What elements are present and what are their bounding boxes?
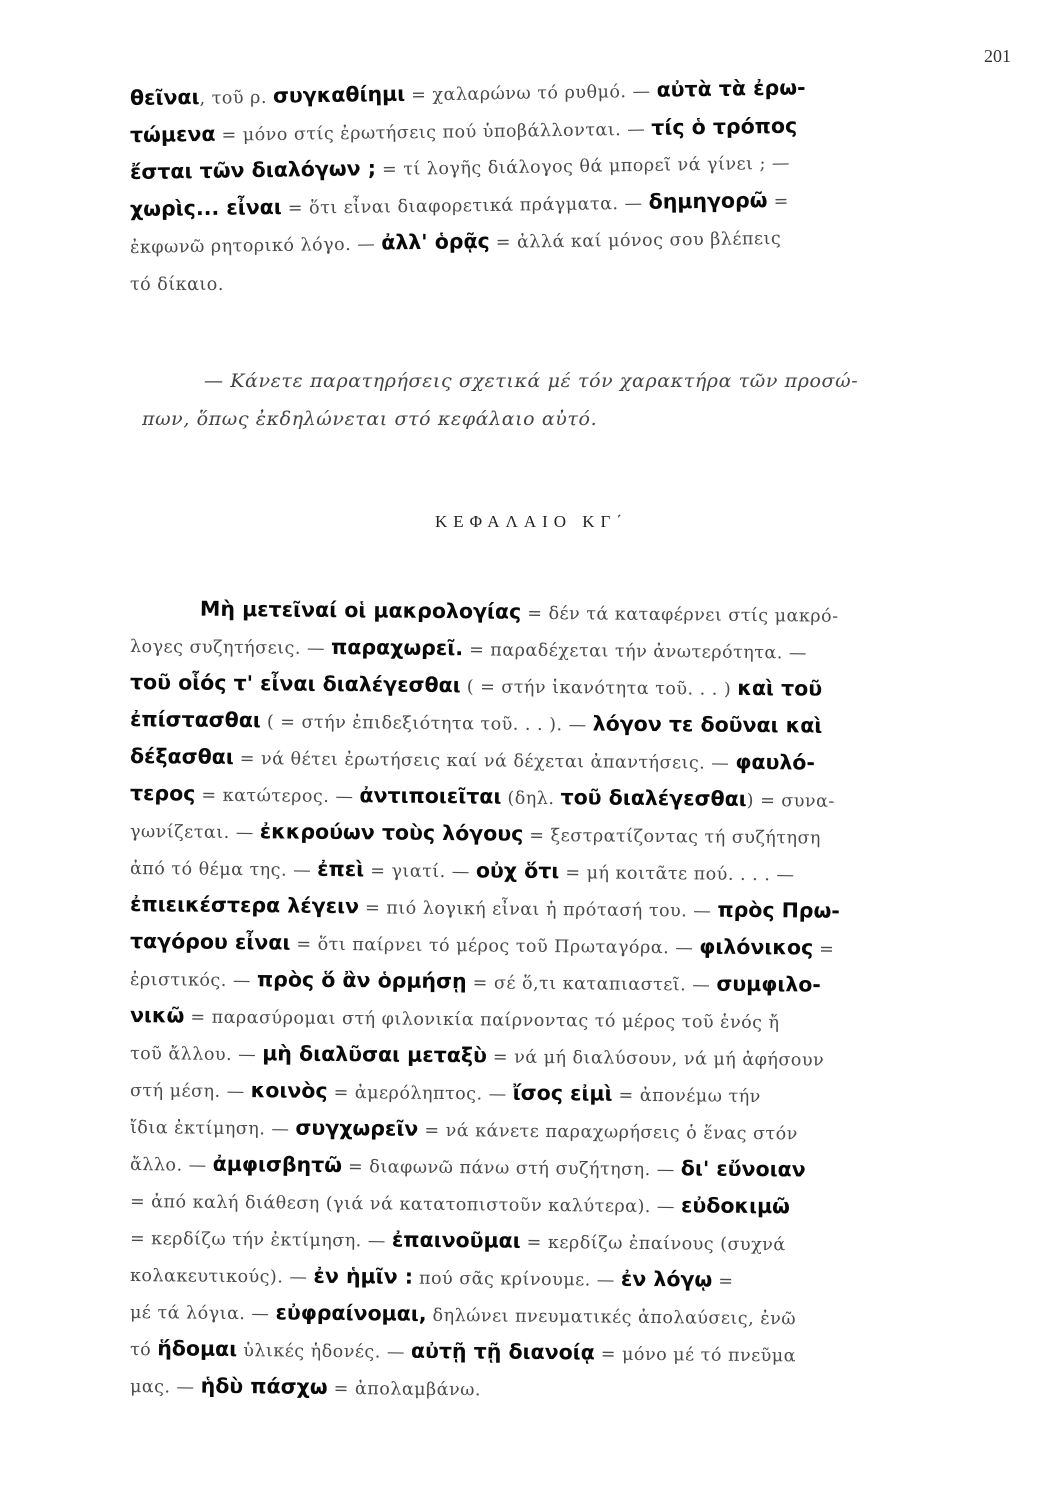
- greek-term: εὐφραίνομαι,: [275, 1300, 427, 1326]
- definition-text: = μόνο στίς ἐρωτήσεις πού ὑποβάλλονται. —: [215, 119, 652, 146]
- definition-text: = ἀλλά καί μόνος σου βλέπεις: [489, 228, 782, 253]
- greek-term: νικῶ: [129, 1003, 185, 1028]
- definition-text: = ἀπονέμω τήν: [612, 1085, 761, 1108]
- definition-text: = σέ ὅ,τι καταπιαστεῖ. —: [466, 973, 717, 996]
- greek-term: ἐπαινοῦμαι: [391, 1227, 521, 1253]
- greek-term: αὐτὰ τὰ ἐρω-: [656, 75, 806, 102]
- definition-text: ἴδια ἐκτίμηση. —: [129, 1118, 296, 1140]
- greek-term: ἐπίστασθαι: [129, 707, 261, 733]
- definition-text: = διαφωνῶ πάνω στή συζήτηση. —: [341, 1157, 681, 1181]
- exercise-line: — Κάνετε παρατηρήσεις σχετικά μέ τόν χαρακτήρα τῶν προσώ-: [204, 370, 859, 392]
- definition-text: = δέν τά καταφέρνει στίς μακρό-: [521, 603, 839, 627]
- definition-text: = πιό λογική εἶναι ἡ πρότασή του. —: [358, 898, 718, 922]
- greek-term: συμφιλο-: [716, 971, 821, 997]
- definition-text: = κερδίζω ἐπαίνους (συχνά: [520, 1232, 786, 1256]
- greek-term: πρὸς ὅ ἂν ὁρμήσῃ: [256, 967, 467, 994]
- greek-term: ἀμφισβητῶ: [212, 1151, 343, 1178]
- definition-text: = ἀπολαμβάνω.: [327, 1378, 482, 1401]
- greek-term: ἐν λόγῳ: [620, 1266, 713, 1292]
- definition-text: = ὅτι παίρνει τό μέρος τοῦ Πρωταγόρα. —: [290, 934, 700, 959]
- definition-text: μας. —: [129, 1377, 201, 1398]
- definition-text: = τί λογῆς διάλογος θά μπορεῖ νά γίνει ; —: [375, 153, 791, 181]
- greek-term: ἥδομαι: [157, 1336, 238, 1362]
- greek-term: δημηγορῶ: [648, 188, 768, 214]
- greek-term: λόγον τε δοῦναι καὶ: [592, 711, 823, 738]
- greek-term: τοῦ διαλέγεσθαι: [560, 785, 747, 811]
- text-line: [130, 1367, 985, 1412]
- exercise-instruction: [142, 362, 992, 438]
- definition-text: =: [767, 191, 789, 213]
- definition-text: = παρασύρομαι στή φιλονικία παίρνοντας τό μέρος τοῦ ἑνός ἤ: [184, 1007, 780, 1034]
- definition-text: δηλώνει πνευματικές ἀπολαύσεις, ἐνῶ: [426, 1305, 797, 1330]
- definition-text: ἀπό τό θέμα της. —: [129, 859, 318, 881]
- greek-term: παραχωρεῖ.: [330, 634, 464, 661]
- greek-term: συγχωρεῖν: [295, 1115, 419, 1141]
- definition-text: τοῦ ἄλλου. —: [129, 1044, 263, 1066]
- greek-term: δι' εὔνοιαν: [680, 1156, 806, 1182]
- text-line: [130, 265, 985, 302]
- greek-term: κοινὸς: [250, 1078, 328, 1103]
- greek-term: θεῖναι: [129, 84, 200, 110]
- definition-text: = γιατί. —: [364, 861, 476, 883]
- definition-text: ( = στήν ἱκανότητα τοῦ. . . ): [460, 677, 738, 700]
- definition-text: = παραδέχεται τήν ἀνωτερότητα. —: [462, 640, 808, 664]
- definition-text: = ξεστρατίζοντας τή συζήτηση: [523, 825, 822, 849]
- greek-term: ἡδὺ πάσχω: [200, 1373, 328, 1399]
- definition-text: = νά κάνετε παραχωρήσεις ὁ ἕνας στόν: [418, 1120, 798, 1145]
- greek-term: δέξασθαι: [129, 744, 234, 769]
- greek-term: Μὴ μετεῖναί οἱ μακρολογίας: [199, 596, 522, 624]
- definition-text: κολακευτικούς). —: [129, 1266, 314, 1288]
- greek-term: ἴσος εἰμὶ: [512, 1080, 613, 1106]
- chapter-heading: ΚΕΦΑΛΑΙΟ ΚΓ΄: [434, 512, 629, 531]
- definition-text: γωνίζεται. —: [129, 822, 260, 844]
- greek-term: ταγόρου εἶναι: [129, 929, 291, 955]
- definition-text: ἄλλο. —: [129, 1155, 213, 1176]
- greek-term: οὐχ ὅτι: [475, 858, 560, 884]
- definition-text: ἐκφωνῶ ρητορικό λόγο. —: [129, 234, 382, 258]
- definition-text: τό: [129, 1340, 158, 1361]
- greek-term: μὴ διαλῦσαι μεταξὺ: [262, 1041, 487, 1068]
- greek-term: φιλόνικος: [699, 934, 814, 960]
- greek-term: τίς ὁ τρόπος: [651, 113, 798, 140]
- definition-text: (δηλ.: [501, 788, 561, 810]
- definition-text: μέ τά λόγια. —: [129, 1303, 276, 1325]
- greek-term: φαυλό-: [735, 749, 816, 775]
- greek-term: τοῦ οἷός τ' εἶναι διαλέγεσθαι: [129, 670, 461, 698]
- definition-text: = μή κοιτᾶτε πού. . . . —: [559, 863, 795, 886]
- definition-text: ἐριστικός. —: [129, 970, 258, 992]
- greek-term: τερος: [129, 781, 196, 806]
- greek-term: καὶ τοῦ: [737, 675, 823, 701]
- definition-text: τό δίκαιο.: [130, 275, 224, 295]
- definition-text: στή μέση. —: [129, 1081, 251, 1103]
- greek-term: εὐδοκιμῶ: [680, 1193, 791, 1219]
- definition-text: ) = συνα-: [746, 790, 835, 812]
- definition-text: λογες συζητήσεις. —: [129, 637, 332, 659]
- definition-text: ( = στήν ἐπιδεξιότητα τοῦ. . . ). —: [260, 712, 593, 736]
- definition-text: = χαλαρώνω τό ρυθμό. —: [405, 81, 657, 106]
- definition-text: =: [813, 939, 835, 960]
- greek-term: αὐτῇ τῇ διανοίᾳ: [410, 1338, 595, 1365]
- chapter-glossary: [130, 590, 985, 1404]
- greek-term: ἐν ἡμῖν :: [313, 1263, 414, 1289]
- greek-term: ἐπεὶ: [317, 856, 365, 882]
- definition-text: πού σᾶς κρίνουμε. —: [412, 1268, 622, 1291]
- greek-term: ἔσται τῶν διαλόγων ;: [129, 156, 377, 184]
- greek-term: ἐκκρούων τοὺς λόγους: [259, 819, 524, 846]
- greek-term: ἀλλ' ὁρᾷς: [381, 228, 490, 255]
- definition-text: , τοῦ ρ.: [199, 87, 274, 109]
- definition-text: = ἀμερόληπτος. —: [327, 1082, 513, 1105]
- greek-term: ἀντιποιεῖται: [359, 783, 502, 809]
- greek-term: τώμενα: [129, 121, 216, 147]
- definition-text: = κερδίζω τήν ἐκτίμηση. —: [129, 1229, 393, 1252]
- greek-term: πρὸς Πρω-: [717, 897, 840, 923]
- definition-text: ὑλικές ἡδονές. —: [237, 1341, 412, 1363]
- definition-text: = νά θέτει ἐρωτήσεις καί νά δέχεται ἀπαντήσεις. —: [233, 748, 736, 774]
- definition-text: = ὅτι εἶναι διαφορετικά πράγματα. —: [281, 193, 649, 219]
- definition-text: = κατώτερος. —: [195, 785, 360, 808]
- page-number: 201: [984, 46, 1011, 66]
- greek-term: χωρὶς... εἶναι: [129, 194, 282, 221]
- glossary-continuation: [129, 75, 985, 302]
- greek-term: ἐπιεικέστερα λέγειν: [129, 892, 360, 919]
- definition-text: = μόνο μέ τό πνεῦμα: [594, 1344, 797, 1367]
- definition-text: =: [712, 1271, 734, 1292]
- exercise-line: πων, ὅπως ἐκδηλώνεται στό κεφάλαιο αὐτό.: [142, 408, 598, 430]
- definition-text: = ἀπό καλή διάθεση (γιά νά κατατοπιστοῦν καλύτερα). —: [129, 1192, 682, 1218]
- greek-term: συγκαθίημι: [272, 81, 406, 108]
- definition-text: = νά μή διαλύσουν, νά μή ἀφήσουν: [486, 1047, 825, 1071]
